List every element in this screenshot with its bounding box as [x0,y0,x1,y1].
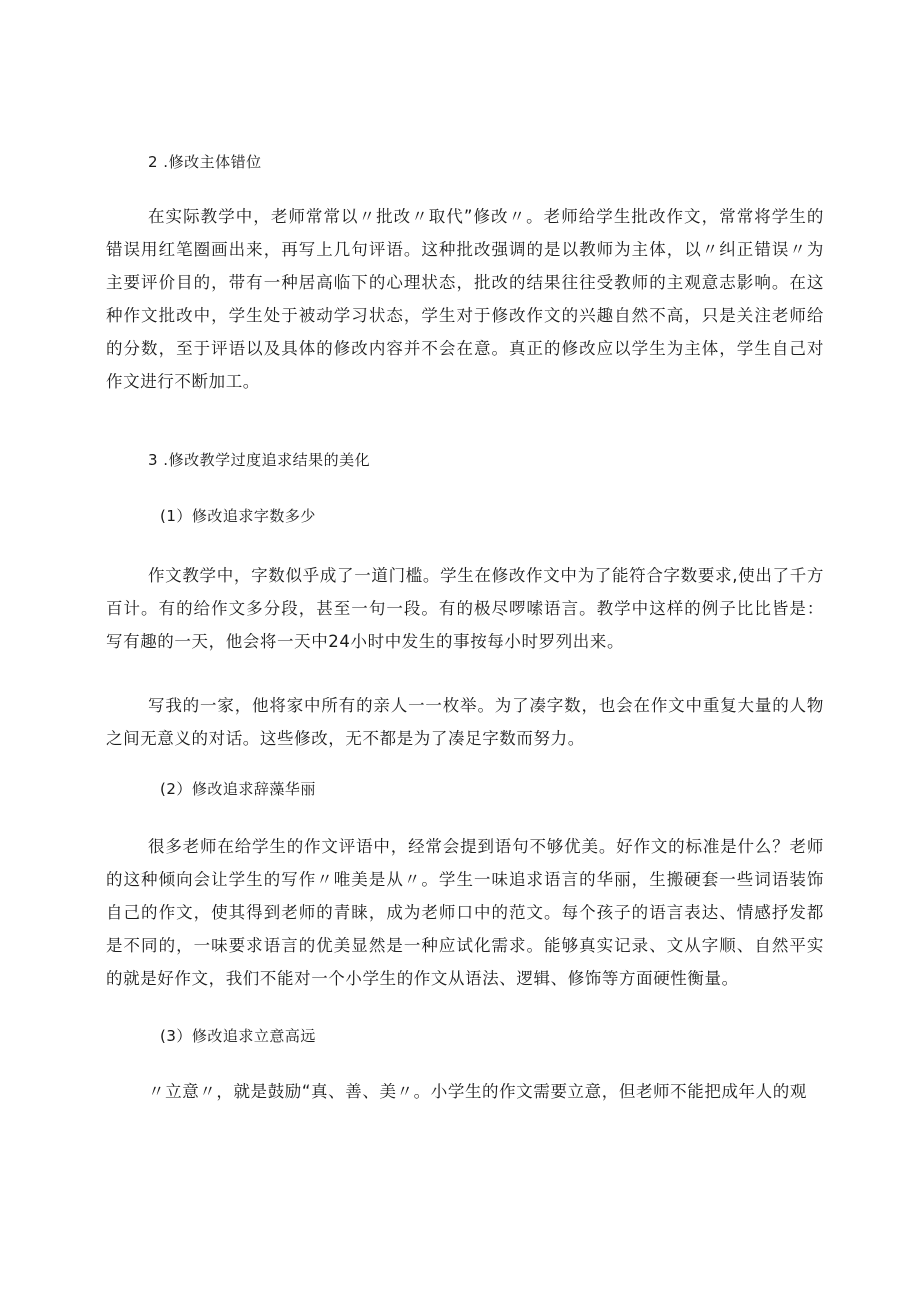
body-paragraph: 〃立意〃，就是鼓励“真、善、美〃。小学生的作文需要立意，但老师不能把成年人的观 [148,1082,807,1101]
subsection-heading: (1）修改追求字数多少 [160,507,316,525]
body-paragraph: 作文教学中，字数似乎成了一道门槛。学生在修改作文中为了能符合字数要求,使出了千方百计。有的给作文多分段，甚至一句一段。有的极尽啰嗦语言。教学中这样的例子比比皆是：写有趣的一天，他会将一天中24小时中发生的事按每小时罗列出来。 [106,566,824,651]
subsection-heading: (2）修改追求辞藻华丽 [160,780,316,798]
body-paragraph: 在实际教学中，老师常常以〃批改〃取代”修改〃。老师给学生批改作文，常常将学生的错误用红笔圈画出来，再写上几句评语。这种批改强调的是以教师为主体，以〃纠正错误〃为主要评价目的，带有一种居高临下的心理状态，批改的结果往往受教师的主观意志影响。在这种作文批改中，学生处于被动学习状态，学生对于修改作文的兴趣自然不高，只是关注老师给的分数，至于评语以及具体的修改内容并不会在意。真正的修改应以学生为主体，学生自己对作文进行不断加工。 [106,207,824,391]
section-heading: 3 .修改教学过度追求结果的美化 [148,451,371,469]
body-paragraph: 写我的一家，他将家中所有的亲人一一枚举。为了凑字数，也会在作文中重复大量的人物之间无意义的对话。这些修改，无不都是为了凑足字数而努力。 [106,696,824,748]
subsection-heading: (3）修改追求立意高远 [160,1027,316,1045]
body-paragraph: 很多老师在给学生的作文评语中，经常会提到语句不够优美。好作文的标准是什么？老师的这种倾向会让学生的写作〃唯美是从〃。学生一味追求语言的华丽，生搬硬套一些词语装饰自己的作文，使其得到老师的青睐，成为老师口中的范文。每个孩子的语言表达、情感抒发都是不同的，一味要求语言的优美显然是一种应试化需求。能够真实记录、文从字顺、自然平实的就是好作文，我们不能对一个小学生的作文从语法、逻辑、修饰等方面硬性衡量。 [106,837,824,988]
section-heading: 2 .修改主体错位 [148,153,262,171]
